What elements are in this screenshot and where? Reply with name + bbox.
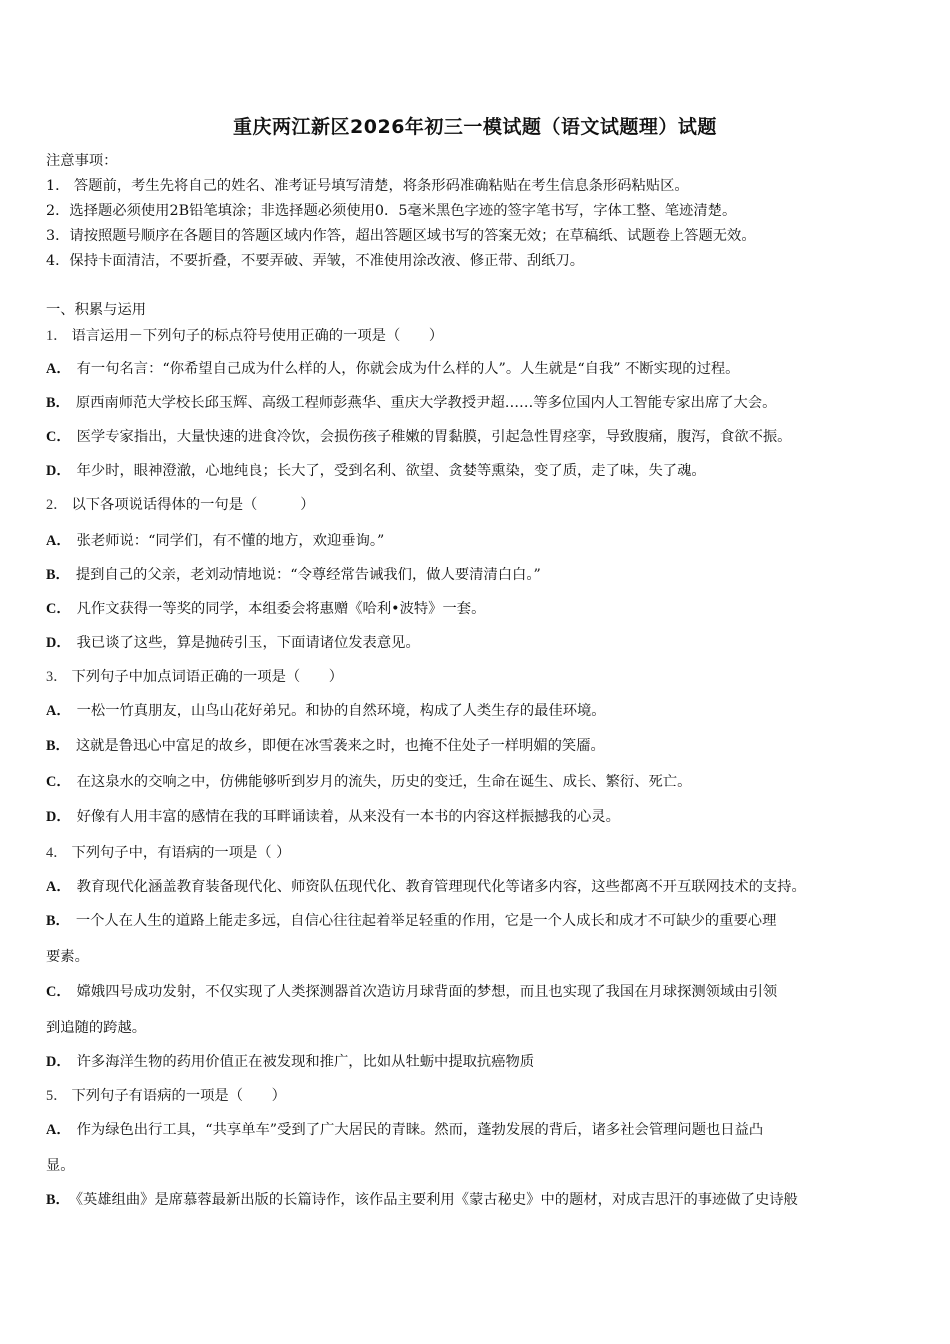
- option-line: [46, 427, 791, 447]
- option-letter: A．: [46, 533, 71, 549]
- option-letter: B．: [46, 738, 70, 754]
- question-stem: [46, 326, 443, 346]
- option-text: 许多海洋生物的药用价值正在被发现和推广，比如从牡蛎中提取抗癌物质: [76, 1054, 535, 1070]
- option-letter: B．: [46, 395, 70, 411]
- option-text: 我已谈了这些，算是抛砖引玉，下面请诸位发表意见。: [76, 635, 420, 651]
- option-line: [46, 1190, 798, 1210]
- option-line: [46, 359, 739, 379]
- question-text: 下列句子有语病的一项是（ ）: [71, 1088, 286, 1104]
- notice-item: 4．保持卡面清洁，不要折叠，不要弄破、弄皱，不准使用涂改液、修正带、刮纸刀。: [46, 253, 585, 269]
- question-number: 2．: [46, 497, 68, 513]
- option-line: [46, 461, 706, 481]
- question-number: 5．: [46, 1088, 68, 1104]
- option-letter: D．: [46, 635, 71, 651]
- option-line: [46, 1120, 763, 1140]
- option-text: 有一句名言：“你希望自己成为什么样的人，你就会成为什么样的人”。人生就是“自我” 不断实现的过程。: [76, 361, 740, 377]
- question-stem: [46, 667, 343, 687]
- option-letter: A．: [46, 879, 71, 895]
- option-line: [46, 393, 776, 413]
- option-line: [46, 877, 806, 897]
- option-line: [46, 736, 605, 756]
- option-text: 原西南师范大学校长邱玉辉、高级工程师彭燕华、重庆大学教授尹超……等多位国内人工智能专家出席了大会。: [75, 395, 777, 411]
- section-heading: 一、积累与运用: [46, 302, 147, 318]
- option-letter: A．: [46, 1122, 71, 1138]
- notice-item: 1． 答题前，考生先将自己的姓名、准考证号填写清楚，将条形码准确粘贴在考生信息条形码粘贴区。: [46, 178, 689, 194]
- option-line-continued: 到追随的跨越。: [46, 1020, 147, 1036]
- notice-item: 3．请按照题号顺序在各题目的答题区域内作答，超出答题区域书写的答案无效；在草稿纸、试题卷上答题无效。: [46, 228, 756, 244]
- option-letter: C．: [46, 774, 71, 790]
- option-letter: B．: [46, 913, 70, 929]
- option-line: [46, 982, 777, 1002]
- option-text: 提到自己的父亲，老刘动情地说：“令尊经常告诫我们，做人要清清白白。”: [75, 567, 541, 583]
- option-letter: A．: [46, 361, 71, 377]
- option-letter: B．: [46, 567, 70, 583]
- question-text: 以下各项说话得体的一句是（ ）: [71, 497, 315, 513]
- question-number: 1．: [46, 328, 68, 344]
- option-line-continued: 显。: [46, 1158, 75, 1174]
- question-number: 4．: [46, 845, 68, 861]
- question-text: 语言运用－下列句子的标点符号使用正确的一项是（ ）: [71, 328, 444, 344]
- option-letter: D．: [46, 1054, 71, 1070]
- option-line: [46, 701, 606, 721]
- option-line: [46, 772, 691, 792]
- option-text: 作为绿色出行工具，“共享单车”受到了广大居民的青睐。然而，蓬勃发展的背后，诸多社会管理问题也日益凸: [76, 1122, 764, 1138]
- option-line: [46, 633, 420, 653]
- option-text: 医学专家指出，大量快速的进食冷饮，会损伤孩子稚嫩的胃黏膜，引起急性胃痉挛，导致腹痛，腹泻，食欲不振。: [76, 429, 792, 445]
- option-line: [46, 531, 384, 551]
- option-text: 在这泉水的交响之中，仿佛能够听到岁月的流失，历史的变迁，生命在诞生、成长、繁衍、死亡。: [76, 774, 692, 790]
- question-stem: [46, 843, 290, 863]
- option-text: 凡作文获得一等奖的同学，本组委会将惠赠《哈利•波特》一套。: [76, 601, 486, 617]
- notice-item: 2．选择题必须使用2B铅笔填涂；非选择题必须使用0．5毫米黑色字迹的签字笔书写，字体工整、笔迹清楚。: [46, 203, 737, 219]
- option-letter: C．: [46, 984, 71, 1000]
- option-letter: B．: [46, 1192, 70, 1208]
- option-line: [46, 1052, 534, 1072]
- notice-heading: 注意事项：: [46, 153, 118, 169]
- option-text: 一个人在人生的道路上能走多远，自信心往往起着举足轻重的作用，它是一个人成长和成才不可缺少的重要心理: [75, 913, 777, 929]
- option-text: 年少时，眼神澄澈，心地纯良；长大了，受到名利、欲望、贪婪等熏染，变了质，走了味，失了魂。: [76, 463, 706, 479]
- option-line: [46, 911, 776, 931]
- option-line: [46, 807, 620, 827]
- option-text: 张老师说：“同学们，有不懂的地方，欢迎垂询。”: [76, 533, 385, 549]
- option-line-continued: 要素。: [46, 949, 89, 965]
- question-stem: [46, 1086, 286, 1106]
- option-letter: D．: [46, 463, 71, 479]
- option-letter: C．: [46, 429, 71, 445]
- option-text: 一松一竹真朋友，山鸟山花好弟兄。和协的自然环境，构成了人类生存的最佳环境。: [76, 703, 606, 719]
- question-number: 3．: [46, 669, 68, 685]
- question-stem: [46, 495, 315, 515]
- option-letter: A．: [46, 703, 71, 719]
- option-letter: C．: [46, 601, 71, 617]
- option-line: [46, 599, 485, 619]
- option-text: 这就是鲁迅心中富足的故乡，即便在冰雪袭来之时，也掩不住处子一样明媚的笑靥。: [75, 738, 605, 754]
- question-text: 下列句子中加点词语正确的一项是（ ）: [71, 669, 344, 685]
- option-text: 好像有人用丰富的感情在我的耳畔诵读着，从来没有一本书的内容这样振撼我的心灵。: [76, 809, 620, 825]
- option-text: 嫦娥四号成功发射，不仅实现了人类探测器首次造访月球背面的梦想，而且也实现了我国在月球探测领域由引领: [76, 984, 778, 1000]
- option-letter: D．: [46, 809, 71, 825]
- page-title: 重庆两江新区2026年初三一模试题（语文试题理）试题: [233, 116, 717, 138]
- option-text: 《英雄组曲》是席慕蓉最新出版的长篇诗作，该作品主要利用《蒙古秘史》中的题材，对成吉思汗的事迹做了史诗般: [75, 1192, 798, 1208]
- option-text: 教育现代化涵盖教育装备现代化、师资队伍现代化、教育管理现代化等诸多内容，这些都离不开互联网技术的支持。: [76, 879, 806, 895]
- question-text: 下列句子中，有语病的一项是（ ）: [71, 845, 291, 861]
- option-line: [46, 565, 541, 585]
